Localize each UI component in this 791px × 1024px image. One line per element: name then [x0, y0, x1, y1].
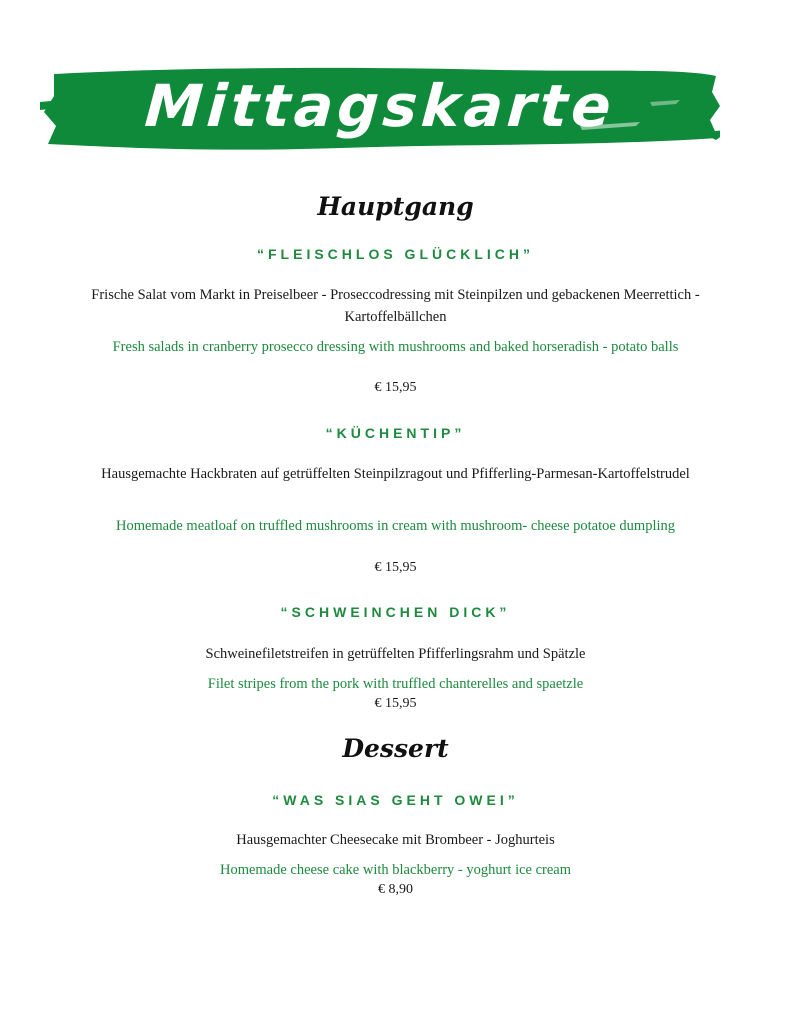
dish-description-de: Hausgemachte Hackbraten auf getrüffelten Steinpilzragout und Pfifferling-Parmesan-Kartoffelstrudel [101, 466, 690, 482]
dish-description-en: Homemade cheese cake with blackberry - yoghurt ice cream [219, 862, 572, 878]
dish-description-de: Frische Salat vom Markt in Preiselbeer - Proseccodressing mit Steinpilzen und gebackenen Meerrettich - Kartoffelbällchen [91, 287, 700, 325]
dish-name: “FLEISCHLOS GLÜCKLICH” [257, 246, 534, 262]
section-title-main: Hauptgang [317, 192, 474, 221]
dish-description-en: Homemade meatloaf on truffled mushrooms in cream with mushroom- cheese potatoe dumpling [115, 518, 676, 534]
dish-price: € 15,95 [374, 380, 417, 395]
title-banner [40, 62, 720, 154]
dish-description-en: Fresh salads in cranberry prosecco dressing with mushrooms and baked horseradish - potato balls [112, 339, 679, 355]
dish-price: € 15,95 [374, 560, 417, 575]
section-title-dessert: Dessert [342, 734, 449, 763]
dish-name: “WAS SIAS GEHT OWEI” [272, 792, 519, 808]
dish-price: € 15,95 [374, 696, 417, 711]
dish-description-en: Filet stripes from the pork with truffled chanterelles and spaetzle [207, 676, 584, 692]
dish-description-de: Hausgemachter Cheesecake mit Brombeer - Joghurteis [236, 832, 555, 848]
dish-price: € 8,90 [378, 882, 413, 897]
dish-name: “SCHWEINCHEN DICK” [280, 604, 511, 620]
dish-name: “KÜCHENTIP” [325, 425, 466, 441]
page-title: Mittagskarte [142, 72, 618, 140]
dish-description-de: Schweinefiletstreifen in getrüffelten Pfifferlingsrahm und Spätzle [205, 646, 586, 662]
